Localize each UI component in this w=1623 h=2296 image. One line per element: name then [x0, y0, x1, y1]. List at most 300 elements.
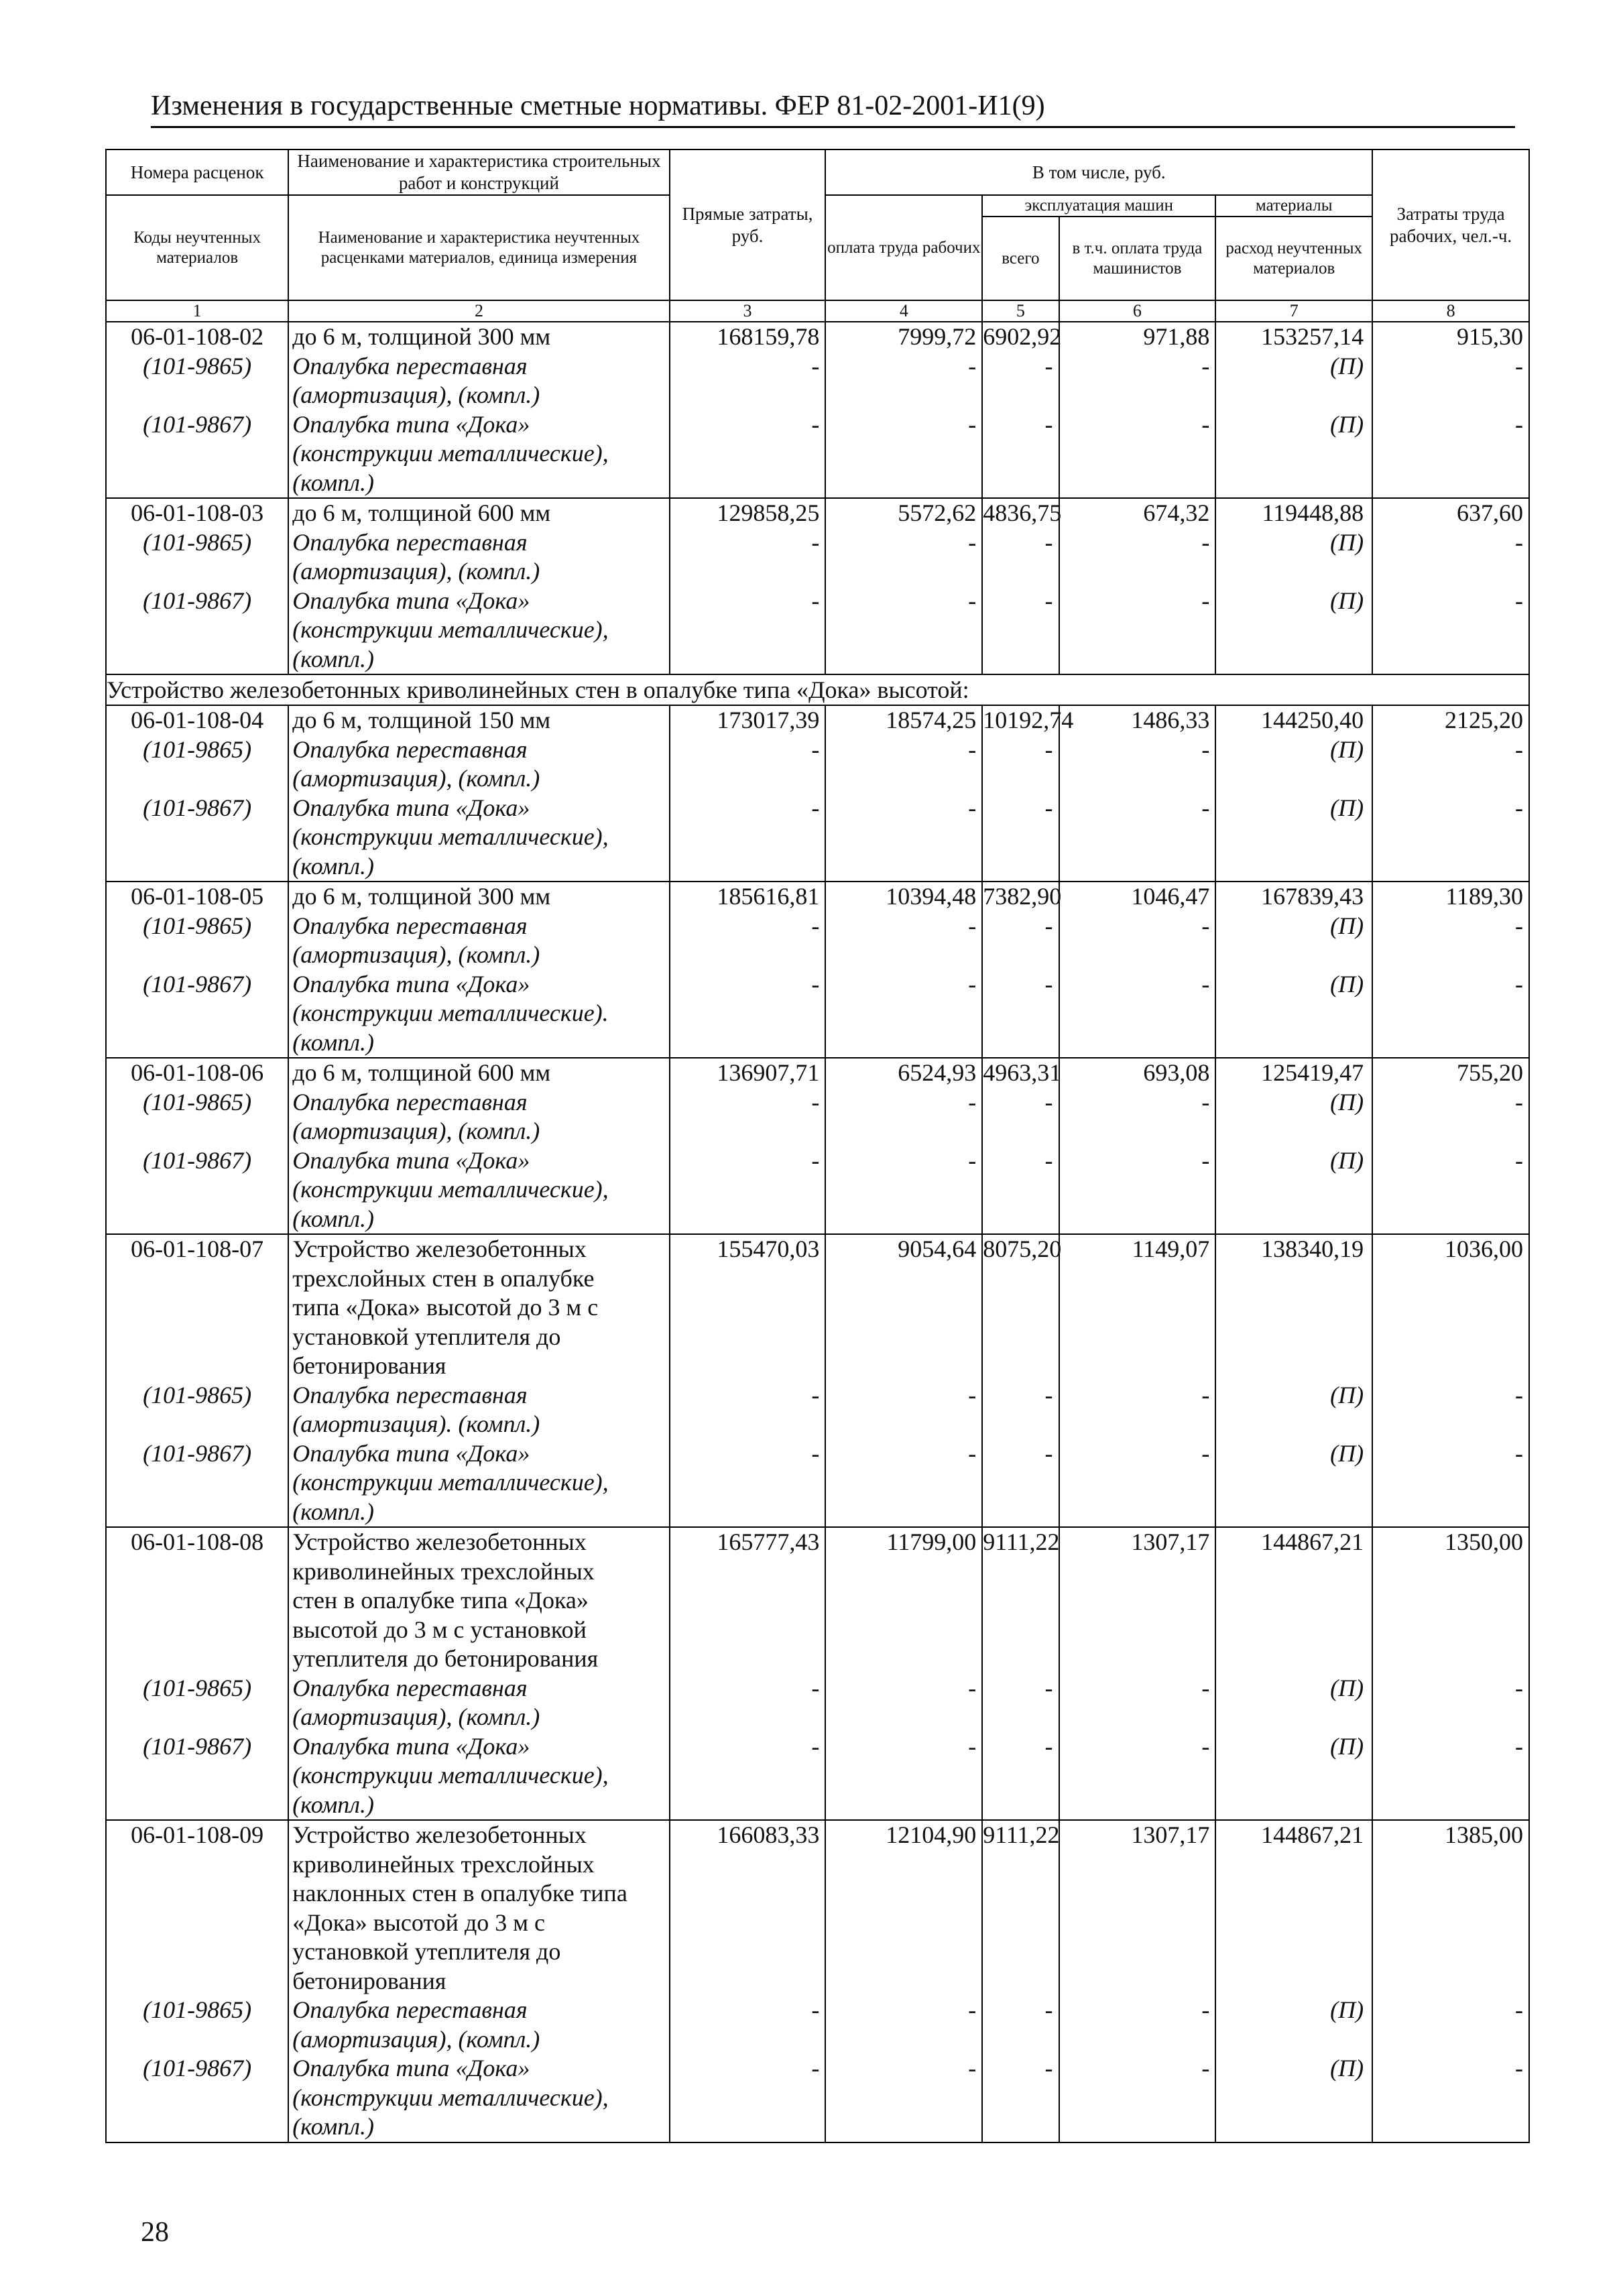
code-line: (101-9865) — [143, 1381, 252, 1408]
name-line: до 6 м, толщиной 300 мм — [292, 883, 551, 910]
labor-line: - — [1515, 1732, 1523, 1760]
materials-cell — [1215, 498, 1372, 674]
operators-line: - — [1201, 970, 1210, 998]
operators-line: - — [1201, 794, 1210, 821]
labor-cell — [1372, 1820, 1529, 2142]
operators-line: - — [1201, 528, 1210, 556]
direct-line — [670, 1850, 825, 1880]
labor-line — [1373, 439, 1528, 469]
labor-line — [1373, 1761, 1528, 1791]
labor-line: 1036,00 — [1445, 1235, 1523, 1262]
operators-line: 693,08 — [1143, 1059, 1210, 1086]
machines-line — [983, 1761, 1058, 1791]
direct-line — [670, 557, 825, 587]
operators-line: - — [1201, 735, 1210, 763]
direct-line: - — [811, 528, 820, 556]
materials-line — [1216, 645, 1372, 674]
code-line — [107, 852, 288, 882]
machines-line — [983, 1175, 1058, 1205]
machines-line — [983, 557, 1058, 587]
direct-cost-cell — [670, 1820, 826, 2142]
direct-line — [670, 1967, 825, 1996]
name-cell — [288, 1058, 669, 1234]
code-cell — [106, 1527, 288, 1820]
materials-line — [1216, 1937, 1372, 1967]
name-line: Опалубка переставная — [292, 735, 528, 763]
table-row — [106, 705, 1529, 882]
materials-line: (П) — [1330, 410, 1364, 438]
table-row — [106, 322, 1529, 498]
machines-line — [983, 764, 1058, 794]
labor-line: 1350,00 — [1445, 1528, 1523, 1555]
wages-cell — [825, 1527, 982, 1820]
code-line: (101-9867) — [143, 1439, 252, 1467]
wages-cell — [825, 1234, 982, 1527]
wages-line — [826, 1498, 981, 1527]
operators-line — [1060, 1879, 1215, 1909]
header-col2-bottom: Наименование и характеристика неучтенных расценками материалов, единица измерения — [288, 195, 669, 300]
header-col3: Прямые затраты, руб. — [670, 149, 826, 300]
machines-line — [983, 1703, 1058, 1732]
code-cell — [106, 322, 288, 498]
name-line: бетонирования — [292, 1352, 446, 1379]
machines-line — [983, 1351, 1058, 1381]
machines-line: 9111,22 — [983, 1821, 1060, 1848]
materials-line — [1216, 1703, 1372, 1732]
wages-line: - — [968, 1732, 977, 1760]
direct-line: - — [811, 2055, 820, 2081]
code-line: 06-01-108-02 — [131, 323, 264, 350]
header-col1-top: Номера расценок — [106, 149, 288, 195]
direct-line: 168159,78 — [717, 323, 820, 350]
labor-line: 1385,00 — [1445, 1821, 1523, 1848]
code-line: (101-9865) — [143, 912, 252, 939]
direct-cost-cell — [670, 1058, 826, 1234]
materials-line: (П) — [1330, 912, 1364, 939]
operators-line — [1060, 439, 1215, 469]
name-cell — [288, 882, 669, 1058]
labor-line — [1373, 381, 1528, 410]
materials-cell — [1215, 705, 1372, 882]
wages-line: - — [968, 352, 977, 379]
machines-line: 10192,74 — [983, 707, 1074, 733]
wages-line — [826, 645, 981, 674]
name-line: Устройство железобетонных — [292, 1235, 587, 1262]
code-line: 06-01-108-07 — [131, 1235, 264, 1262]
name-line: (амортизация), (компл.) — [292, 1117, 540, 1144]
operators-line — [1060, 852, 1215, 882]
direct-line — [670, 941, 825, 970]
operators-line — [1060, 1937, 1215, 1967]
name-line: утеплителя до бетонирования — [292, 1645, 599, 1672]
section-row — [106, 674, 1529, 705]
operators-wages-cell — [1059, 1234, 1216, 1527]
section-title: Устройство железобетонных криволинейных стен в опалубке типа «Дока» высотой: — [106, 674, 1529, 705]
machines-line: 8075,20 — [983, 1235, 1062, 1262]
header-col5: всего — [982, 217, 1059, 300]
operators-line — [1060, 1028, 1215, 1058]
code-line — [107, 1293, 288, 1323]
column-number-8: 8 — [1372, 300, 1529, 322]
direct-line: - — [811, 1146, 820, 1174]
materials-line — [1216, 1967, 1372, 1996]
labor-line — [1373, 1117, 1528, 1146]
labor-line — [1373, 1410, 1528, 1439]
direct-line: - — [811, 1088, 820, 1115]
materials-line — [1216, 1586, 1372, 1616]
column-number-2: 2 — [288, 300, 669, 322]
wages-line: - — [968, 528, 977, 556]
operators-line — [1060, 1117, 1215, 1146]
code-line — [107, 1557, 288, 1587]
column-number-7: 7 — [1215, 300, 1372, 322]
operators-wages-cell — [1059, 882, 1216, 1058]
direct-line — [670, 645, 825, 674]
machines-line — [983, 1117, 1058, 1146]
code-line — [107, 1879, 288, 1909]
machines-line — [983, 1264, 1058, 1294]
machines-line: - — [1044, 912, 1053, 939]
materials-line: 119448,88 — [1262, 499, 1364, 526]
operators-wages-cell — [1059, 322, 1216, 498]
machines-line — [983, 2112, 1058, 2142]
table-row — [106, 1820, 1529, 2142]
wages-line — [826, 1264, 981, 1294]
table-row — [106, 1234, 1529, 1527]
machines-line: - — [1044, 2055, 1053, 2081]
direct-line — [670, 1616, 825, 1645]
labor-line — [1373, 1644, 1528, 1674]
code-line — [107, 1586, 288, 1616]
machines-cell — [982, 1058, 1062, 1234]
operators-line — [1060, 645, 1215, 674]
materials-line: (П) — [1330, 970, 1364, 998]
code-line — [107, 1850, 288, 1880]
machines-line — [983, 469, 1058, 498]
direct-line: 155470,03 — [717, 1235, 820, 1262]
column-number-5: 5 — [982, 300, 1059, 322]
labor-cell — [1372, 705, 1529, 882]
direct-line — [670, 1117, 825, 1146]
materials-line: (П) — [1330, 794, 1364, 821]
code-line — [107, 1498, 288, 1527]
code-line: 06-01-108-09 — [131, 1821, 264, 1848]
name-line: (компл.) — [292, 852, 374, 880]
name-line: (амортизация), (компл.) — [292, 941, 540, 968]
machines-line: - — [1044, 528, 1053, 556]
machines-cell — [982, 882, 1062, 1058]
name-line: Устройство железобетонных — [292, 1528, 587, 1555]
materials-line — [1216, 557, 1372, 587]
direct-line — [670, 1468, 825, 1498]
direct-line — [670, 381, 825, 410]
name-line: Опалубка типа «Дока» — [292, 970, 530, 998]
machines-line — [983, 1498, 1058, 1527]
labor-line — [1373, 1205, 1528, 1234]
code-line — [107, 1205, 288, 1234]
wages-cell — [825, 322, 982, 498]
name-line: (амортизация), (компл.) — [292, 558, 540, 585]
name-line: (компл.) — [292, 645, 374, 672]
name-cell — [288, 322, 669, 498]
direct-line: - — [811, 352, 820, 379]
wages-line — [826, 1850, 981, 1880]
name-line: до 6 м, толщиной 150 мм — [292, 707, 551, 733]
operators-line — [1060, 2025, 1215, 2055]
labor-line — [1373, 615, 1528, 645]
wages-line — [826, 1616, 981, 1645]
operators-line — [1060, 1351, 1215, 1381]
name-line: трехслойных стен в опалубке — [292, 1264, 595, 1292]
machines-line: - — [1044, 1439, 1053, 1467]
labor-line — [1373, 1468, 1528, 1498]
labor-line — [1373, 1703, 1528, 1732]
operators-line: - — [1201, 1674, 1210, 1701]
operators-line — [1060, 1703, 1215, 1732]
name-line: (конструкции металлические), — [292, 2083, 609, 2111]
materials-line: (П) — [1330, 1088, 1364, 1115]
labor-line — [1373, 1351, 1528, 1381]
column-number-1: 1 — [106, 300, 288, 322]
machines-line: - — [1044, 1996, 1053, 2023]
machines-line: - — [1044, 1674, 1053, 1701]
header-materials: материалы — [1215, 195, 1372, 217]
operators-line: 1149,07 — [1132, 1235, 1210, 1262]
operators-line — [1060, 941, 1215, 970]
materials-line — [1216, 615, 1372, 645]
wages-line: 12104,90 — [886, 1821, 977, 1848]
labor-line: - — [1515, 1674, 1523, 1701]
direct-line: - — [811, 410, 820, 438]
wages-line — [826, 1761, 981, 1791]
machines-line: - — [1044, 735, 1053, 763]
code-line: 06-01-108-03 — [131, 499, 264, 526]
machines-line — [983, 999, 1058, 1028]
operators-line — [1060, 1644, 1215, 1674]
name-line: криволинейных трехслойных — [292, 1557, 595, 1585]
direct-line — [670, 1410, 825, 1439]
header-col6: в т.ч. оплата труда машинистов — [1059, 217, 1216, 300]
wages-line — [826, 1937, 981, 1967]
machines-line: - — [1044, 970, 1053, 998]
wages-line: 7999,72 — [898, 323, 977, 350]
code-line: (101-9867) — [143, 794, 252, 821]
materials-line: (П) — [1330, 1732, 1364, 1760]
table-body — [106, 322, 1529, 2142]
labor-line — [1373, 2112, 1528, 2142]
name-line: Опалубка типа «Дока» — [292, 2055, 530, 2081]
operators-line — [1060, 2083, 1215, 2113]
direct-line: 129858,25 — [717, 499, 820, 526]
wages-line — [826, 1293, 981, 1323]
machines-line — [983, 1323, 1058, 1352]
code-line — [107, 1761, 288, 1791]
materials-line: (П) — [1330, 1439, 1364, 1467]
operators-wages-cell — [1059, 1820, 1216, 2142]
name-line: установкой утеплителя до — [292, 1938, 561, 1965]
name-line: Опалубка типа «Дока» — [292, 410, 530, 438]
operators-line: - — [1201, 1088, 1210, 1115]
materials-line — [1216, 1791, 1372, 1820]
operators-line — [1060, 764, 1215, 794]
code-line: (101-9867) — [143, 2055, 252, 2081]
code-line: (101-9865) — [143, 352, 252, 379]
labor-line: - — [1515, 735, 1523, 763]
machines-line — [983, 615, 1058, 645]
materials-line — [1216, 1293, 1372, 1323]
wages-line: - — [968, 1146, 977, 1174]
materials-line: (П) — [1330, 1381, 1364, 1408]
materials-line — [1216, 1616, 1372, 1645]
wages-line: - — [968, 735, 977, 763]
materials-line — [1216, 2083, 1372, 2113]
materials-line — [1216, 439, 1372, 469]
materials-line: (П) — [1330, 1146, 1364, 1174]
labor-line — [1373, 1175, 1528, 1205]
labor-line — [1373, 1967, 1528, 1996]
labor-line — [1373, 1557, 1528, 1587]
materials-line: 144867,21 — [1261, 1528, 1364, 1555]
name-line: до 6 м, толщиной 600 мм — [292, 499, 551, 526]
code-line: 06-01-108-04 — [131, 707, 264, 733]
labor-line: - — [1515, 410, 1523, 438]
materials-line: (П) — [1330, 587, 1364, 614]
direct-cost-cell — [670, 1234, 826, 1527]
name-cell — [288, 1234, 669, 1527]
machines-line: 6902,92 — [983, 323, 1062, 350]
direct-line — [670, 1644, 825, 1674]
operators-line: - — [1201, 912, 1210, 939]
direct-line — [670, 852, 825, 882]
operators-line — [1060, 1909, 1215, 1938]
wages-line — [826, 1410, 981, 1439]
machines-line — [983, 852, 1058, 882]
wages-line — [826, 1703, 981, 1732]
materials-line: 144867,21 — [1261, 1821, 1364, 1848]
machines-line — [983, 1293, 1058, 1323]
direct-cost-cell — [670, 322, 826, 498]
machines-line: - — [1044, 352, 1053, 379]
code-line: (101-9865) — [143, 1674, 252, 1701]
wages-line — [826, 439, 981, 469]
wages-line: - — [968, 1439, 977, 1467]
machines-line — [983, 1410, 1058, 1439]
machines-line — [983, 1850, 1058, 1880]
direct-line — [670, 439, 825, 469]
code-line — [107, 645, 288, 674]
labor-line — [1373, 1879, 1528, 1909]
name-line: Опалубка переставная — [292, 1996, 528, 2023]
labor-cell — [1372, 1058, 1529, 1234]
direct-cost-cell — [670, 498, 826, 674]
wages-line — [826, 1791, 981, 1820]
labor-line — [1373, 1909, 1528, 1938]
direct-line — [670, 1028, 825, 1058]
header-group: В том числе, руб. — [825, 149, 1372, 195]
materials-line — [1216, 1644, 1372, 1674]
direct-line — [670, 1498, 825, 1527]
name-line: (конструкции металлические), — [292, 823, 609, 850]
code-line — [107, 941, 288, 970]
name-cell — [288, 1820, 669, 2142]
labor-line — [1373, 2083, 1528, 2113]
direct-line — [670, 1557, 825, 1587]
materials-line — [1216, 764, 1372, 794]
code-line — [107, 1175, 288, 1205]
wages-cell — [825, 498, 982, 674]
operators-line — [1060, 1761, 1215, 1791]
code-line — [107, 2112, 288, 2142]
operators-line — [1060, 469, 1215, 498]
code-line — [107, 1264, 288, 1294]
labor-line — [1373, 823, 1528, 852]
labor-line — [1373, 1791, 1528, 1820]
wages-line — [826, 1909, 981, 1938]
machines-line — [983, 2083, 1058, 2113]
code-line — [107, 439, 288, 469]
header-col7: расход неучтенных материалов — [1215, 217, 1372, 300]
materials-line — [1216, 2112, 1372, 2142]
code-cell — [106, 1058, 288, 1234]
wages-line: 18574,25 — [886, 707, 977, 733]
labor-line: - — [1515, 1088, 1523, 1115]
code-line — [107, 1909, 288, 1938]
wages-line: - — [968, 970, 977, 998]
operators-line — [1060, 1468, 1215, 1498]
direct-line — [670, 2083, 825, 2113]
header-col2-top: Наименование и характеристика строительных работ и конструкций — [288, 149, 669, 195]
code-cell — [106, 498, 288, 674]
code-line: (101-9865) — [143, 1088, 252, 1115]
labor-cell — [1372, 882, 1529, 1058]
materials-line: 125419,47 — [1261, 1059, 1364, 1086]
labor-line — [1373, 1264, 1528, 1294]
code-line — [107, 999, 288, 1028]
machines-line — [983, 941, 1058, 970]
materials-line — [1216, 1028, 1372, 1058]
wages-line — [826, 999, 981, 1028]
direct-cost-cell — [670, 705, 826, 882]
wages-line: 11799,00 — [886, 1528, 977, 1555]
direct-line — [670, 1909, 825, 1938]
operators-line: - — [1201, 2055, 1210, 2081]
code-line: (101-9865) — [143, 528, 252, 556]
labor-line: - — [1515, 587, 1523, 614]
wages-line — [826, 1586, 981, 1616]
column-number-6: 6 — [1059, 300, 1216, 322]
wages-line: - — [968, 410, 977, 438]
materials-line — [1216, 1761, 1372, 1791]
wages-line: 9054,64 — [898, 1235, 977, 1262]
direct-line — [670, 1791, 825, 1820]
wages-line: - — [968, 912, 977, 939]
operators-line — [1060, 1293, 1215, 1323]
wages-line — [826, 557, 981, 587]
operators-line — [1060, 1967, 1215, 1996]
materials-line — [1216, 1468, 1372, 1498]
name-line: стен в опалубке типа «Дока» — [292, 1587, 589, 1614]
code-line: 06-01-108-06 — [131, 1059, 264, 1086]
operators-line: - — [1201, 1439, 1210, 1467]
materials-line: 138340,19 — [1261, 1235, 1364, 1262]
operators-line: 1307,17 — [1131, 1528, 1210, 1555]
labor-line — [1373, 1937, 1528, 1967]
materials-cell — [1215, 882, 1372, 1058]
wages-line: - — [968, 587, 977, 614]
code-line — [107, 1937, 288, 1967]
machines-line — [983, 2025, 1058, 2055]
machines-cell — [982, 498, 1062, 674]
